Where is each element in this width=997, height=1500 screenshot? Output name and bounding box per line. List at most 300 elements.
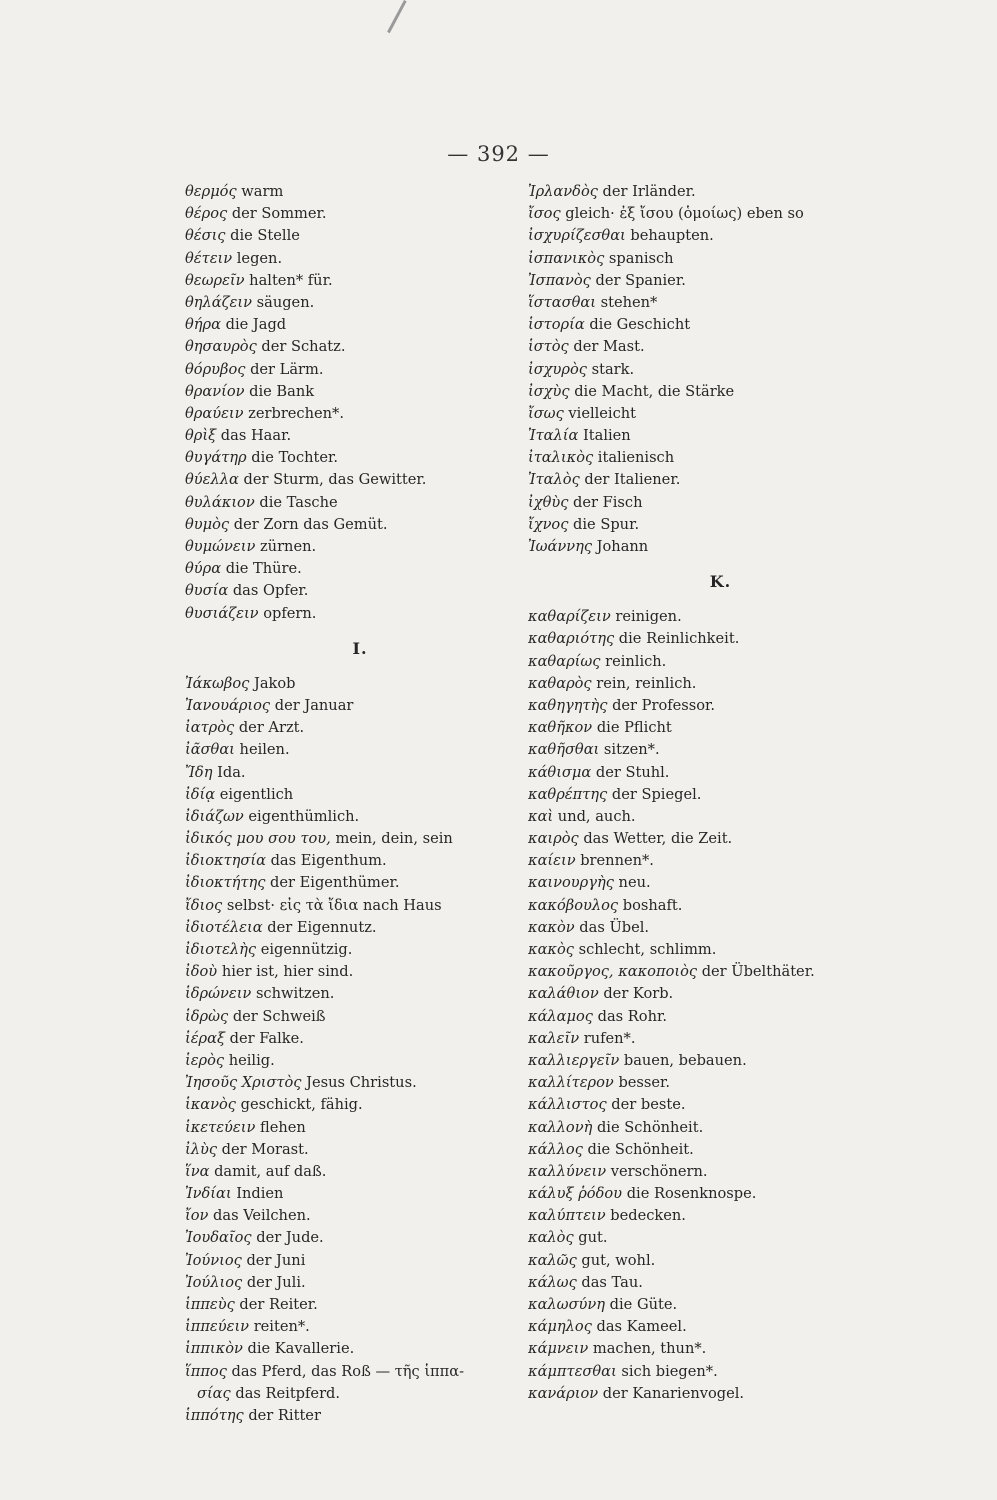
greek-headword: ἰσχὺς xyxy=(528,382,570,400)
dictionary-entry xyxy=(185,917,515,939)
greek-headword: ἰδιοτελὴς xyxy=(185,941,257,958)
german-translation: italienisch xyxy=(597,449,675,467)
dictionary-entry xyxy=(185,1117,515,1139)
dictionary-entry xyxy=(185,895,515,917)
german-translation: brennen*. xyxy=(580,852,654,870)
greek-headword: θηλάζειν xyxy=(185,293,252,311)
german-translation: der Juni xyxy=(246,1251,306,1269)
greek-headword: ἱερὸς xyxy=(185,1051,225,1069)
greek-headword: καθαριότης xyxy=(528,630,615,648)
dictionary-entry xyxy=(185,1338,515,1360)
dictionary-entry xyxy=(185,806,515,828)
german-translation: das Haar. xyxy=(220,427,292,445)
dictionary-entry xyxy=(185,1006,515,1028)
german-translation: damit, auf daß. xyxy=(214,1162,327,1180)
dictionary-entry xyxy=(185,1094,515,1116)
dictionary-entry xyxy=(185,359,515,381)
greek-headword: θέρος xyxy=(185,205,228,223)
dictionary-entry xyxy=(528,850,873,872)
greek-headword: καλύπτειν xyxy=(528,1207,606,1225)
dictionary-entry xyxy=(528,314,873,336)
german-translation: das Rohr. xyxy=(597,1007,667,1025)
greek-headword: καλάθιον xyxy=(528,985,599,1003)
german-translation: der Spanier. xyxy=(595,271,686,289)
german-translation: der Sturm, das Gewitter. xyxy=(243,471,427,489)
greek-headword: ἰσπανικὸς xyxy=(528,249,605,267)
greek-headword: θόρυβος xyxy=(185,360,246,378)
greek-headword: καλλονὴ xyxy=(528,1118,593,1136)
dictionary-entry xyxy=(528,536,873,558)
greek-headword: θύελλα xyxy=(185,471,239,489)
greek-headword: κάμπτεσθαι xyxy=(528,1362,617,1380)
greek-headword: Ἰανουάριος xyxy=(185,696,271,714)
greek-headword: Ἰωάννης xyxy=(528,538,593,555)
german-translation: Johann xyxy=(596,538,649,555)
greek-headword: καλλιεργεῖν xyxy=(528,1051,620,1069)
greek-headword: κάμνειν xyxy=(528,1340,589,1358)
dictionary-entry xyxy=(185,203,515,225)
dictionary-entry xyxy=(528,717,873,739)
dictionary-entry xyxy=(528,225,873,247)
greek-headword: θέσις xyxy=(185,227,226,245)
dictionary-entry xyxy=(528,961,873,983)
greek-headword: ἱδρώνειν xyxy=(185,985,252,1003)
dictionary-entry xyxy=(185,1050,515,1072)
greek-headword: ἱστορία xyxy=(528,316,585,334)
page-number: — 392 — xyxy=(447,142,550,166)
greek-headword: θυμώνειν xyxy=(185,538,256,555)
greek-headword: καινουργὴς xyxy=(528,874,614,892)
german-translation: rufen*. xyxy=(583,1029,636,1047)
german-translation: der Zorn das Gemüt. xyxy=(233,515,388,533)
german-translation: der Schweiß xyxy=(232,1007,326,1025)
dictionary-entry xyxy=(528,1361,873,1383)
dictionary-entry xyxy=(528,1272,873,1294)
greek-headword: θυλάκιον xyxy=(185,493,255,511)
entry-list-kappa xyxy=(528,606,873,1405)
dictionary-entry xyxy=(528,1117,873,1139)
greek-headword: ἵστασθαι xyxy=(528,293,596,311)
greek-headword: καθαρίως xyxy=(528,652,601,670)
dictionary-entry xyxy=(185,270,515,292)
german-translation: der Spiegel. xyxy=(611,785,702,803)
german-translation: reiten*. xyxy=(253,1318,310,1336)
dictionary-entry xyxy=(528,1383,873,1405)
german-translation: die Geschicht xyxy=(589,316,691,334)
dictionary-entry xyxy=(185,695,515,717)
entry-list-theta xyxy=(185,181,515,625)
german-translation: schwitzen. xyxy=(255,985,335,1003)
dictionary-entry xyxy=(185,1361,515,1383)
greek-headword: θυσιάζειν xyxy=(185,604,259,622)
dictionary-entry xyxy=(185,1183,515,1205)
greek-headword: Ἰάκωβος xyxy=(185,674,250,692)
greek-headword: ἰλὺς xyxy=(185,1140,218,1158)
greek-headword: Ἰουδαῖος xyxy=(185,1229,252,1247)
german-translation: der Übelthäter. xyxy=(701,963,815,981)
greek-headword: Ἰούνιος xyxy=(185,1251,242,1269)
greek-headword: κακόβουλος xyxy=(528,896,619,914)
german-translation: eigenthümlich. xyxy=(248,807,360,825)
greek-headword: καθῆκον xyxy=(528,719,593,737)
dictionary-entry xyxy=(528,739,873,761)
greek-headword: ἱέραξ xyxy=(185,1029,226,1047)
german-translation: der Lärm. xyxy=(250,360,324,378)
greek-headword: κάθισμα xyxy=(528,763,592,781)
dictionary-entry xyxy=(185,1072,515,1094)
german-translation: gleich· ἐξ ἴσου (ὁμοίως) eben so xyxy=(565,205,804,223)
german-translation: der Schatz. xyxy=(261,338,346,356)
greek-headword: Ἰταλία xyxy=(528,427,579,445)
german-translation: Jakob xyxy=(253,674,296,692)
german-translation: die Stelle xyxy=(230,227,300,245)
greek-headword: ἵνα xyxy=(185,1162,210,1180)
greek-headword: κακὸν xyxy=(528,918,575,936)
german-translation: und, auch. xyxy=(557,807,636,825)
german-translation: der Kanarienvogel. xyxy=(602,1384,745,1402)
dictionary-entry xyxy=(528,1205,873,1227)
dictionary-entry xyxy=(528,425,873,447)
greek-headword: ἱκετεύειν xyxy=(185,1118,256,1136)
greek-headword: θησαυρὸς xyxy=(185,338,257,356)
german-translation: die Pflicht xyxy=(596,719,672,737)
dictionary-entry xyxy=(528,1006,873,1028)
greek-headword: Ἰούλιος xyxy=(185,1273,243,1291)
german-translation: heilen. xyxy=(239,741,290,759)
german-translation: das Pferd, das Roß — τῆς ἱππα- xyxy=(231,1362,465,1380)
greek-headword: κανάριον xyxy=(528,1384,599,1402)
dictionary-entry xyxy=(185,248,515,270)
dictionary-entry xyxy=(528,939,873,961)
dictionary-entry xyxy=(528,514,873,536)
german-translation: der Falke. xyxy=(229,1029,304,1047)
greek-headword: καθηγητὴς xyxy=(528,696,608,714)
german-translation: hier ist, hier sind. xyxy=(221,963,354,981)
dictionary-entry xyxy=(528,336,873,358)
german-translation: der Arzt. xyxy=(238,719,305,737)
dictionary-entry xyxy=(185,1294,515,1316)
german-translation: eigennützig. xyxy=(260,941,353,958)
dictionary-entry xyxy=(528,403,873,425)
german-translation: die Reinlichkeit. xyxy=(618,630,740,648)
dictionary-entry xyxy=(185,492,515,514)
greek-headword: κάλλος xyxy=(528,1140,583,1158)
greek-headword: ἰσχυρὸς xyxy=(528,360,587,378)
german-translation: säugen. xyxy=(256,293,315,311)
german-translation: flehen xyxy=(259,1118,306,1136)
dictionary-entry xyxy=(185,939,515,961)
dictionary-entry xyxy=(528,806,873,828)
greek-headword: κακοῦργος, κακοποιὸς xyxy=(528,963,698,981)
german-translation: eigentlich xyxy=(219,785,294,803)
german-translation: die Schönheit. xyxy=(596,1118,704,1136)
dictionary-entry xyxy=(528,1139,873,1161)
dictionary-entry xyxy=(185,850,515,872)
german-translation: die Tochter. xyxy=(251,449,339,467)
greek-headword: ἰδιοκτήτης xyxy=(185,874,266,892)
greek-headword: ἱππεὺς xyxy=(185,1296,235,1313)
dictionary-entry xyxy=(185,514,515,536)
german-translation: der Fisch xyxy=(573,493,643,511)
german-translation: boshaft. xyxy=(622,896,683,914)
german-translation: behaupten. xyxy=(630,227,714,245)
german-translation: das Tau. xyxy=(581,1273,643,1291)
greek-headword: θήρα xyxy=(185,316,221,334)
greek-headword: ἱππεύειν xyxy=(185,1318,250,1336)
german-translation: die Güte. xyxy=(609,1296,678,1313)
dictionary-entry xyxy=(185,1405,515,1427)
german-translation: opfern. xyxy=(263,604,317,622)
greek-headword: καιρὸς xyxy=(528,830,579,848)
greek-headword: θρὶξ xyxy=(185,427,217,445)
german-translation: machen, thun*. xyxy=(592,1340,707,1358)
dictionary-entry xyxy=(528,651,873,673)
greek-headword: θέτειν xyxy=(185,249,233,267)
german-translation: das Veilchen. xyxy=(213,1207,311,1225)
dictionary-entry xyxy=(185,603,515,625)
greek-headword: Ἰταλὸς xyxy=(528,471,580,489)
right-column xyxy=(528,181,873,1405)
dictionary-entry xyxy=(528,895,873,917)
greek-headword: θυγάτηρ xyxy=(185,449,247,467)
german-translation: der Korb. xyxy=(603,985,674,1003)
dictionary-entry xyxy=(528,381,873,403)
dictionary-entry xyxy=(185,1250,515,1272)
german-translation: Ida. xyxy=(217,763,246,781)
dictionary-entry xyxy=(185,828,515,850)
german-translation: die Spur. xyxy=(573,515,640,533)
dictionary-entry xyxy=(528,1250,873,1272)
german-translation: schlecht, schlimm. xyxy=(578,941,717,958)
greek-headword: Ἴδη xyxy=(185,763,213,781)
greek-headword: θεωρεῖν xyxy=(185,271,245,289)
greek-headword: ἰδιοκτησία xyxy=(185,852,266,870)
dictionary-entry xyxy=(528,1338,873,1360)
greek-headword: καίειν xyxy=(528,852,576,870)
dictionary-entry xyxy=(185,717,515,739)
dictionary-entry xyxy=(528,762,873,784)
german-translation: die Kavallerie. xyxy=(247,1340,355,1358)
german-translation: rein, reinlich. xyxy=(596,674,697,692)
german-translation: der Sommer. xyxy=(231,205,327,223)
greek-headword: ἰδιάζων xyxy=(185,807,244,825)
german-translation: der Reiter. xyxy=(239,1296,318,1313)
german-translation: der Eigennutz. xyxy=(267,918,377,936)
dictionary-entry xyxy=(185,314,515,336)
greek-headword: ἰατρὸς xyxy=(185,719,235,737)
greek-headword: κακὸς xyxy=(528,941,574,958)
greek-headword: Ἰρλανδὸς xyxy=(528,183,598,200)
dictionary-entry xyxy=(528,673,873,695)
german-translation: reinigen. xyxy=(615,608,682,626)
dictionary-entry xyxy=(528,1227,873,1249)
dictionary-entry xyxy=(528,628,873,650)
german-translation: gut. xyxy=(578,1229,608,1247)
dictionary-entry xyxy=(185,292,515,314)
dictionary-entry xyxy=(528,292,873,314)
german-translation: heilig. xyxy=(228,1051,275,1069)
german-translation: geschickt, fähig. xyxy=(240,1096,363,1114)
german-translation: spanisch xyxy=(608,249,674,267)
greek-headword: ἴχνος xyxy=(528,515,569,533)
dictionary-entry xyxy=(185,762,515,784)
german-translation: stehen* xyxy=(600,293,658,311)
greek-headword: καθαρίζειν xyxy=(528,608,611,626)
german-translation: Indien xyxy=(236,1185,284,1203)
greek-headword: ἴον xyxy=(185,1207,209,1225)
greek-headword: θυσία xyxy=(185,582,229,600)
dictionary-entry xyxy=(185,580,515,602)
dictionary-entry xyxy=(528,1294,873,1316)
greek-headword: καλλύνειν xyxy=(528,1162,607,1180)
greek-headword: θραύειν xyxy=(185,404,244,422)
german-translation: der Italiener. xyxy=(584,471,681,489)
dictionary-entry xyxy=(185,1161,515,1183)
german-translation: selbst· εἰς τὰ ἴδια nach Haus xyxy=(226,896,442,914)
greek-headword: Ἰσπανὸς xyxy=(528,271,591,289)
german-translation: der Mast. xyxy=(573,338,645,356)
greek-headword: ἱστὸς xyxy=(528,338,569,356)
german-translation: bedecken. xyxy=(610,1207,686,1225)
german-translation: bauen, bebauen. xyxy=(623,1051,747,1069)
dictionary-entry xyxy=(185,739,515,761)
german-translation: das Eigenthum. xyxy=(270,852,387,870)
german-translation: die Bank xyxy=(249,382,315,400)
german-translation: vielleicht xyxy=(568,404,637,422)
dictionary-entry xyxy=(185,336,515,358)
dictionary-entry xyxy=(185,558,515,580)
greek-headword: ἴσος xyxy=(528,205,561,223)
greek-headword: σίας xyxy=(197,1384,231,1402)
german-translation: der Juli. xyxy=(246,1273,306,1291)
dictionary-entry xyxy=(185,225,515,247)
german-translation: das Wetter, die Zeit. xyxy=(583,830,733,848)
german-translation: halten* für. xyxy=(249,271,333,289)
german-translation: die Thüre. xyxy=(225,560,302,578)
dictionary-entry xyxy=(528,828,873,850)
greek-headword: ἰσχυρίζεσθαι xyxy=(528,227,626,245)
greek-headword: ἰταλικὸς xyxy=(528,449,594,467)
german-translation: der Ritter xyxy=(248,1406,321,1424)
dictionary-entry xyxy=(528,469,873,491)
german-translation: die Jagd xyxy=(225,316,287,334)
dictionary-entry xyxy=(528,1094,873,1116)
greek-headword: καλλίτερον xyxy=(528,1074,614,1092)
greek-headword: κάλλιστος xyxy=(528,1096,607,1114)
greek-headword: ἰδικός μου σου του, xyxy=(185,830,331,848)
dictionary-entry xyxy=(185,447,515,469)
dictionary-entry xyxy=(528,606,873,628)
german-translation: das Übel. xyxy=(579,918,650,936)
greek-headword: θρανίον xyxy=(185,382,245,400)
greek-headword: ἱκανὸς xyxy=(185,1096,236,1114)
german-translation: der Stuhl. xyxy=(595,763,670,781)
german-translation: das Kameel. xyxy=(596,1318,687,1336)
dictionary-entry xyxy=(185,961,515,983)
german-translation: stark. xyxy=(591,360,635,378)
german-translation: der Eigenthümer. xyxy=(270,874,400,892)
german-translation: neu. xyxy=(618,874,651,892)
greek-headword: ἱππικὸν xyxy=(185,1340,243,1358)
dictionary-entry xyxy=(528,359,873,381)
dictionary-entry xyxy=(528,1028,873,1050)
pencil-mark xyxy=(387,0,407,33)
greek-headword: ἱδρὼς xyxy=(185,1007,229,1025)
greek-headword: ἰδιοτέλεια xyxy=(185,918,263,936)
german-translation: gut, wohl. xyxy=(581,1251,656,1269)
greek-headword: καθαρὸς xyxy=(528,674,592,692)
dictionary-entry xyxy=(185,1028,515,1050)
section-letter-i: I. xyxy=(352,638,368,658)
german-translation: das Opfer. xyxy=(232,582,309,600)
german-translation: der Irländer. xyxy=(602,183,696,200)
german-translation: verschönern. xyxy=(610,1162,708,1180)
dictionary-entry xyxy=(528,1050,873,1072)
greek-headword: ἴσως xyxy=(528,404,564,422)
greek-headword: καθρέπτης xyxy=(528,785,608,803)
dictionary-entry xyxy=(528,181,873,203)
german-translation: der beste. xyxy=(611,1096,686,1114)
german-translation: der Morast. xyxy=(221,1140,309,1158)
dictionary-entry xyxy=(185,1383,515,1405)
greek-headword: καὶ xyxy=(528,807,554,825)
entry-list-iota xyxy=(185,673,515,1427)
greek-headword: θύρα xyxy=(185,560,222,578)
dictionary-entry xyxy=(528,492,873,514)
german-translation: das Reitpferd. xyxy=(235,1384,341,1402)
greek-headword: καλωσύνη xyxy=(528,1296,606,1313)
left-column xyxy=(185,181,515,1427)
dictionary-entry xyxy=(528,695,873,717)
greek-headword: ἰχθὺς xyxy=(528,493,569,511)
dictionary-entry xyxy=(185,381,515,403)
greek-headword: ἰδίᾳ xyxy=(185,785,216,803)
greek-headword: κάμηλος xyxy=(528,1318,592,1336)
dictionary-entry xyxy=(185,1227,515,1249)
german-translation: mein, dein, sein xyxy=(335,830,453,848)
dictionary-entry xyxy=(185,425,515,447)
dictionary-entry xyxy=(185,673,515,695)
section-letter-k: K. xyxy=(709,572,732,592)
dictionary-entry xyxy=(528,983,873,1005)
greek-headword: ἴδιος xyxy=(185,896,223,914)
dictionary-entry xyxy=(528,1316,873,1338)
german-translation: besser. xyxy=(618,1074,671,1092)
dictionary-entry xyxy=(528,447,873,469)
german-translation: die Macht, die Stärke xyxy=(574,382,735,400)
dictionary-entry xyxy=(528,203,873,225)
german-translation: Italien xyxy=(583,427,631,445)
german-translation: die Schönheit. xyxy=(587,1140,694,1158)
greek-headword: ἰδοὺ xyxy=(185,963,218,981)
greek-headword: κάλυξ ῥόδου xyxy=(528,1185,623,1203)
greek-headword: κάλως xyxy=(528,1273,577,1291)
dictionary-entry xyxy=(185,983,515,1005)
german-translation: der Professor. xyxy=(612,696,716,714)
dictionary-entry xyxy=(528,270,873,292)
dictionary-entry xyxy=(528,1183,873,1205)
greek-headword: θυμὸς xyxy=(185,515,230,533)
german-translation: zürnen. xyxy=(259,538,317,555)
dictionary-entry xyxy=(528,248,873,270)
dictionary-entry xyxy=(185,536,515,558)
greek-headword: ἱππότης xyxy=(185,1406,244,1424)
dictionary-entry xyxy=(185,403,515,425)
dictionary-entry xyxy=(528,872,873,894)
dictionary-entry xyxy=(185,1316,515,1338)
german-translation: der Januar xyxy=(274,696,354,714)
german-translation: zerbrechen*. xyxy=(248,404,344,422)
